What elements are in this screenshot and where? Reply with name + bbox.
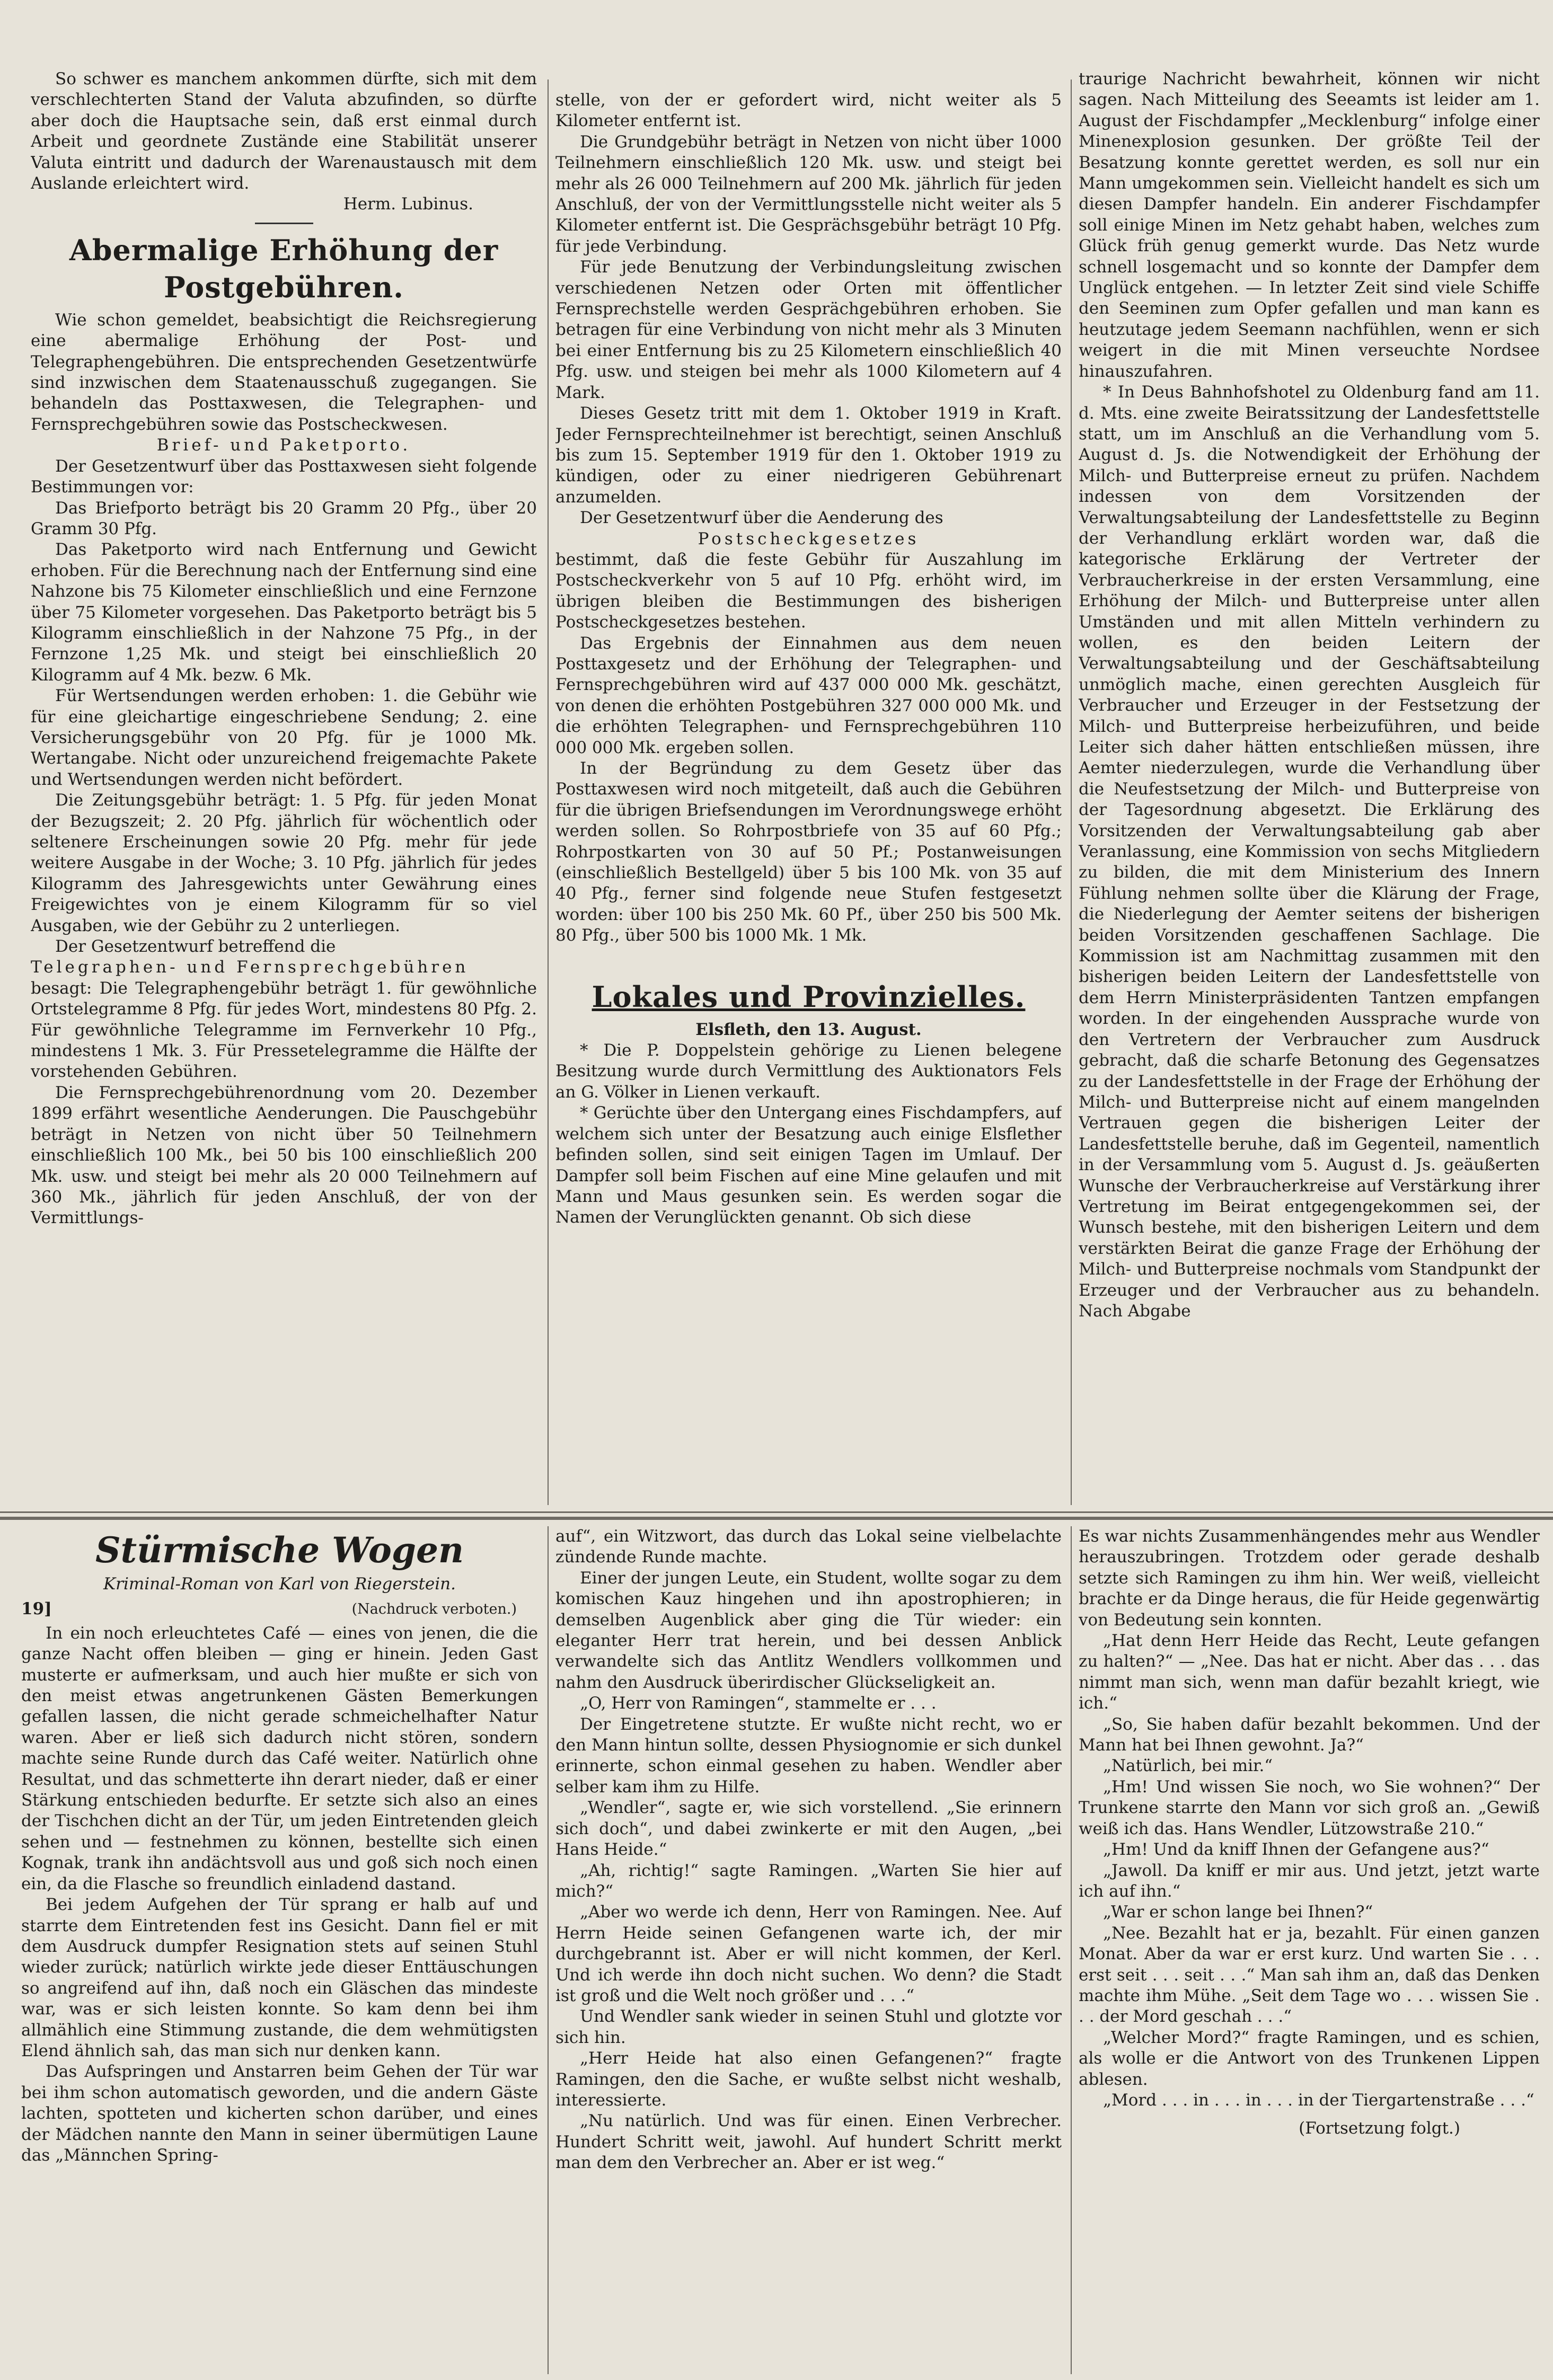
separator <box>255 223 313 224</box>
novel-column-3 <box>1079 1526 1540 2374</box>
novel-paragraph: Und Wendler sank wieder in seinen Stuhl und glotzte vor sich hin. <box>555 2007 1062 2047</box>
column-rule <box>548 1526 549 2374</box>
dateline: Elsfleth, den 13. August. <box>695 1020 922 1039</box>
novel-paragraph: In ein noch erleuchtetes Café — eines von jenen, die die ganze Nacht offen bleiben — ging er hinein. Jeden Gast musterte er aufmerksam, und auch hier mußte er sich von den meist etwas angetrunkenen Gästen Bemerkungen gefallen lassen, die nicht gerade schmeichelhafter Natur waren. Aber er ließ sich dadurch nicht stören, sondern machte seine Runde durch das Café weiter. Natürlich ohne Resultat, und das schmetterte ihn derart nieder, daß er einer Stärkung entschieden bedurfte. Er setzte sich also an eines der Tischchen dicht an der Tür, um jeden Eintretenden gleich sehen und — festnehmen zu können, bestellte sich einen Kognak, trank ihn andächtsvoll aus und goß sich noch einen ein, da die Flasche so freundlich einladend dastand. <box>21 1623 538 1894</box>
article-paragraph: * In Deus Bahnhofshotel zu Oldenburg fand am 11. d. Mts. eine zweite Beiratssitzung der Landesfettstelle statt, um im Anschluß an die Verhandlung vom 5. August d. Js. die Notwendigkeit der Erhöhung der Milch- und Butterpreise erneut zu prüfen. Nachdem indessen von dem Vorsitzenden der Verwaltungsabteilung der Landesfettstelle zu Beginn der Verhandlung erklärt worden war, daß die kategorische Erklärung der Vertreter der Verbraucherkreise in der ersten Versammlung, eine Erhöhung der Milch- und Butterpreise unter allen Umständen und mit allen Mitteln verhindern zu wollen, es den beiden Leitern der Verwaltungsabteilung und der Geschäftsabteilung unmöglich mache, einen gerechten Ausgleich für Verbraucher und Erzeuger in der Festsetzung der Milch- und Butterpreise herbeizuführen, und beide Leiter sich daher hätten entschließen müssen, ihre Aemter niederzulegen, wurde die Verhandlung über die Neufestsetzung der Milch- und Butterpreise von der Tagesordnung abgesetzt. Die Erklärung des Vorsitzenden der Verwaltungsabteilung gab aber Veranlassung, eine Kommission von sechs Mitgliedern zu bilden, die mit dem Ministerium des Innern Fühlung nehmen sollte über die Klärung der Frage, die Niederlegung der Aemter seitens der bisherigen beiden Vorsitzenden geschaffenen Sachlage. Die Kommission ist am Nachmittag zusammen mit den bisherigen beiden Leitern der Landesfettstelle von dem Herrn Ministerpräsidenten Tantzen empfangen worden. In der eingehenden Aussprache wurde von den Vertretern der Verbraucher zum Ausdruck gebracht, daß die scharfe Betonung des Gegensatzes zu der Landesfettstelle in der Frage der Erhöhung der Milch- und Butterpreise nicht auf einem mangelnden Vertrauen gegen die bisherigen Leiter der Landesfettstelle beruhe, daß im Gegenteil, namentlich in der Versammlung vom 5. August d. Js. geäußerten Wunsche der Verbraucherkreise auf Verstärkung ihrer Vertretung im Beirat entgegengekommen sei, der Wunsch bestehe, mit den bisherigen Leitern und dem verstärkten Beirat die ganze Frage der Erhöhung der Milch- und Butterpreise nochmals vom Standpunkt der Erzeuger und der Verbraucher aus zu behandeln. Nach Abgabe <box>1079 383 1540 1321</box>
article-paragraph: Die Grundgebühr beträgt in Netzen von nicht über 1000 Teilnehmern einschließlich 120 Mk. usw. und steigt bei mehr als 26 000 Teilnehmern auf 200 Mk. jährlich für jeden Anschluß, der von der Vermittlungsstelle nicht weiter als 5 Kilometer entfernt ist. Die Gesprächsgebühr beträgt 10 Pfg. für jede Verbindung. <box>555 132 1062 256</box>
article-headline: Abermalige Erhöhung der Postgebühren. <box>69 233 499 304</box>
article-paragraph: Für Wertsendungen werden erhoben: 1. die Gebühr wie für eine gleichartige eingeschriebene Sendung; 2. eine Versicherungsgebühr von 20 Pfg. für je 1000 Mk. Wertangabe. Nicht oder unzureichend freigemachte Pakete und Wertsendungen werden nicht befördert. <box>31 686 537 789</box>
novel-paragraph: „Mord . . . in . . . in . . . in der Tiergartenstraße . . .“ <box>1103 2090 1534 2110</box>
article-column-2 <box>555 90 1062 1505</box>
article-paragraph: stelle, von der er gefordert wird, nicht weiter als 5 Kilometer entfernt ist. <box>555 91 1062 131</box>
article-paragraph: Das Ergebnis der Einnahmen aus dem neuen Posttaxgesetz und der Erhöhung der Telegraphen- und Fernsprechgebühren wird auf 437 000 000 Mk. geschätzt, von denen die erhöhten Postgebühren 327 000 000 Mk. und die erhöhten Telegraphen- und Fernsprechgebühren 110 000 000 Mk. ergeben sollen. <box>555 633 1062 757</box>
novel-paragraph: „Herr Heide hat also einen Gefangenen?“ fragte Ramingen, den die Sache, er wußte selbst nicht weshalb, interessierte. <box>555 2049 1062 2110</box>
article-paragraph: * Die P. Doppelstein gehörige zu Lienen belegene Besitzung wurde durch Vermittlung des Auktionators Fels an G. Völker in Lienen verkauft. <box>555 1041 1062 1102</box>
article-paragraph: So schwer es manchem ankommen dürfte, sich mit dem verschlechterten Stand der Valuta abzufinden, so dürfte aber doch die Hauptsache sein, daß erst einmal durch Arbeit und geordnete Zustände eine Stabilität unserer Valuta eintritt und dadurch der Warenaustausch mit dem Auslande erleichtert wird. <box>31 69 537 193</box>
novel-paragraph: Einer der jungen Leute, ein Student, wollte sogar zu dem komischen Kauz hingehen und ihn apostrophieren; in demselben Augenblick aber ging die Tür wieder: ein eleganter Herr trat herein, und bei dessen Anblick verwandelte sich das Antlitz Wendlers vollkommen und nahm den Ausdruck überirdischer Glückseligkeit an. <box>555 1568 1062 1692</box>
article-paragraph: Wie schon gemeldet, beabsichtigt die Reichsregierung eine abermalige Erhöhung der Post- und Telegraphengebühren. Die entsprechenden Gesetzentwürfe sind inzwischen dem Staatenausschuß zugegangen. Sie behandeln das Posttaxwesen, die Telegraphen- und Fernsprechgebühren sowie das Postscheckwesen. <box>31 310 537 434</box>
novel-paragraph: „Nu natürlich. Und was für einen. Einen Verbrecher. Hundert Schritt weit, jawohl. Auf hundert Schritt merkt man dem den Verbrecher an. Aber er ist weg.“ <box>555 2111 1062 2173</box>
section-divider <box>0 1511 1553 1513</box>
article-paragraph: Die Zeitungsgebühr beträgt: 1. 5 Pfg. für jeden Monat der Bezugszeit; 2. 20 Pfg. jährlich für wöchentlich oder seltenere Erscheinungen sowie 20 Pfg. mehr für jede weitere Ausgabe in der Woche; 3. 10 Pfg. jährlich für jedes Kilogramm des Jahresgewichts unter Gewährung eines Freigewichtes von je einem Kilogramm für so viel Ausgaben, wie der Gebühr zu 2 unterliegen. <box>31 791 537 935</box>
column-rule <box>548 79 549 1505</box>
novel-title: Stürmische Wogen <box>95 1529 464 1571</box>
novel-paragraph: „Natürlich, bei mir.“ <box>1103 1756 1273 1776</box>
article-paragraph: Das Briefporto beträgt bis 20 Gramm 20 Pfg., über 20 Gramm 30 Pfg. <box>31 498 537 538</box>
article-paragraph: Für jede Benutzung der Verbindungsleitung zwischen verschiedenen Netzen oder Orten mit öffentlicher Fernsprechstelle werden Gesprächgebühren erhoben. Sie betragen für eine Verbindung von nicht mehr als 3 Minuten bei einer Entfernung bis zu 25 Kilometern einschließlich 40 Pfg. usw. und steigen bei mehr als 1000 Kilometern auf 4 Mark. <box>555 258 1062 402</box>
novel-paragraph: „Welcher Mord?“ fragte Ramingen, und es schien, als wolle er die Antwort von des Trunkenen Lippen ablesen. <box>1079 2028 1540 2089</box>
novel-paragraph: „Wendler“, sagte er, wie sich vorstellend. „Sie erinnern sich doch“, und dabei zwinkerte er mit den Augen, „bei Hans Heide.“ <box>555 1798 1062 1860</box>
novel-paragraph: Es war nichts Zusammenhängendes mehr aus Wendler herauszubringen. Trotzdem oder gerade deshalb setzte sich Ramingen zu ihm hin. Wer weiß, vielleicht brachte er da Dinge heraus, die für Heide gegenwärtig von Bedeutung sein konnten. <box>1079 1527 1540 1630</box>
novel-paragraph: „Aber wo werde ich denn, Herr von Ramingen. Nee. Auf Herrn Heide seinen Gefangenen warte ich, der mir durchgebrannt ist. Aber er will nicht kommen, der Kerl. Und ich werde ihn doch nicht suchen. Wo denn? die Stadt ist groß und die Welt noch größer und . . .“ <box>555 1903 1062 2005</box>
continuation-note: (Fortsetzung folgt.) <box>1299 2119 1460 2138</box>
section-subheading: Brief- und Paketporto. <box>156 436 411 455</box>
novel-paragraph: „Hat denn Herr Heide das Recht, Leute gefangen zu halten?“ — „Nee. Das hat er nicht. Aber das . . . das nimmt man sich, wenn man dafür bezahlt kriegt, wie ich.“ <box>1079 1631 1540 1713</box>
article-paragraph: Der Gesetzentwurf über die Aenderung des <box>580 508 943 528</box>
article-paragraph: Das Paketporto wird nach Entfernung und Gewicht erhoben. Für die Berechnung nach der Entfernung sind eine Nahzone bis 75 Kilometer einschließlich und eine Fernzone über 75 Kilometer vorgesehen. Das Paketporto beträgt bis 5 Kilogramm einschließlich in der Nahzone 75 Pfg., in der Fernzone 1,25 Mk. und steigt bei einschließlich 20 Kilogramm auf 4 Mk. bezw. 6 Mk. <box>31 540 537 685</box>
article-paragraph: In der Begründung zu dem Gesetz über das Posttaxwesen wird noch mitgeteilt, daß auch die Gebühren für die übrigen Briefsendungen im Verordnungswege erhöht werden sollen. So Rohrpostbriefe von 35 auf 60 Pfg.; Rohrpostkarten von 30 auf 50 Pf.; Postanweisungen (einschließlich Bestellgeld) über 5 bis 100 Mk. von 35 auf 40 Pfg., ferner sind folgende neue Stufen festgesetzt worden: über 100 bis 250 Mk. 60 Pf., über 250 bis 500 Mk. 80 Pfg., über 500 bis 1000 Mk. 1 Mk. <box>555 759 1062 945</box>
novel-paragraph: „Hm! Und da kniff Ihnen der Gefangene aus?“ <box>1103 1840 1489 1860</box>
novel-paragraph: „Ah, richtig!“ sagte Ramingen. „Warten Sie hier auf mich?“ <box>555 1861 1062 1901</box>
article-column-3 <box>1079 69 1540 1505</box>
section-headline: Lokales und Provinzielles. <box>592 979 1026 1014</box>
novel-paragraph: „War er schon lange bei Ihnen?“ <box>1103 1903 1373 1922</box>
installment-number: 19] <box>21 1599 52 1619</box>
novel-paragraph: „Nee. Bezahlt hat er ja, bezahlt. Für einen ganzen Monat. Aber da war er erst kurz. Und warten Sie . . . erst seit . . . seit . . .“ Man sah ihm an, daß das Denken machte ihm Mühe. „Seit dem Tage wo . . . wissen Sie . . . der Mord geschah . . .“ <box>1079 1923 1540 2027</box>
section-subheading: Postscheckgesetzes <box>698 529 920 548</box>
novel-subtitle: Kriminal-Roman von Karl von Riegerstein. <box>103 1574 456 1594</box>
novel-paragraph: „O, Herr von Ramingen“, stammelte er . . . <box>580 1694 937 1713</box>
novel-column-1 <box>21 1526 538 2374</box>
article-column-1 <box>31 69 537 1505</box>
article-paragraph: besagt: Die Telegraphengebühr beträgt 1. für gewöhnliche Ortstelegramme 8 Pfg. für jedes Wort, mindestens 80 Pfg. 2. Für gewöhnliche Telegramme im Fernverkehr 10 Pfg., mindestens 1 Mk. 3. Für Pressetelegramme die Hälfte der vorstehenden Gebühren. <box>31 978 537 1082</box>
novel-paragraph: Bei jedem Aufgehen der Tür sprang er halb auf und starrte dem Eintretenden fest ins Gesicht. Dann fiel er mit dem Ausdruck dumpfer Resignation stets auf seinen Stuhl wieder zurück; natürlich wirkte jede dieser Enttäuschungen so angreifend auf ihn, daß noch ein Gläschen das mindeste war, was er sich leisten konnte. So kam denn bei ihm allmählich eine Stimmung zustande, die dem wehmütigsten Elend ähnlich sah, das man sich nur denken kann. <box>21 1895 538 2060</box>
article-paragraph: * Gerüchte über den Untergang eines Fischdampfers, auf welchem sich unter der Besatzung auch einige Elsflether befinden sollen, sind seit einigen Tagen im Umlauf. Der Dampfer soll beim Fischen auf eine Mine gelaufen und mit Mann und Maus gesunken sein. Es werden sogar die Namen der Verunglückten genannt. Ob sich diese <box>555 1103 1062 1227</box>
section-divider <box>0 1517 1553 1520</box>
novel-column-2 <box>555 1526 1062 2374</box>
novel-header-row <box>21 1599 538 1620</box>
column-rule <box>1071 1526 1072 2374</box>
article-paragraph: bestimmt, daß die feste Gebühr für Auszahlung im Postscheckverkehr von 5 auf 10 Pfg. erhöht wird, im übrigen bleiben die Bestimmungen des bisherigen Postscheckgesetzes bestehen. <box>555 550 1062 632</box>
novel-paragraph: Der Eingetretene stutzte. Er wußte nicht recht, wo er den Mann hintun sollte, dessen Physiognomie er sich dunkel erinnerte, schon einmal gesehen zu haben. Wendler aber selber kam ihm zu Hilfe. <box>555 1714 1062 1797</box>
novel-paragraph: „Jawoll. Da kniff er mir aus. Und jetzt, jetzt warte ich auf ihn.“ <box>1079 1861 1540 1901</box>
novel-paragraph: „Hm! Und wissen Sie noch, wo Sie wohnen?“ Der Trunkene starrte den Mann vor sich groß an. „Gewiß weiß ich das. Hans Wendler, Lützowstraße 210.“ <box>1079 1777 1540 1838</box>
article-paragraph: Dieses Gesetz tritt mit dem 1. Oktober 1919 in Kraft. Jeder Fernsprechteilnehmer ist berechtigt, seinen Anschluß bis zum 15. September 1919 für den 1. Oktober 1919 zu kündigen, oder zu einer niedrigeren Gebührenart anzumelden. <box>555 404 1062 507</box>
author-signature: Herm. Lubinus. <box>343 194 473 214</box>
article-paragraph: Der Gesetzentwurf über das Posttaxwesen sieht folgende Bestimmungen vor: <box>31 456 537 497</box>
novel-paragraph: Das Aufspringen und Anstarren beim Gehen der Tür war bei ihm schon automatisch geworden, und die andern Gäste lachten, spotteten und kicherten schon darüber, und eines der Mädchen nannte den Mann in seiner übermütigen Laune das „Männchen Spring- <box>21 2062 538 2165</box>
novel-paragraph: auf“, ein Witzwort, das durch das Lokal seine vielbelachte zündende Runde machte. <box>555 1527 1062 1567</box>
article-paragraph: Der Gesetzentwurf betreffend die <box>55 937 336 957</box>
column-rule <box>1071 79 1072 1505</box>
article-paragraph: traurige Nachricht bewahrheit, können wir nicht sagen. Nach Mitteilung des Seeamts ist leider am 1. August der Fischdampfer „Mecklenburg“ infolge einer Minenexplosion gesunken. Der größte Teil der Besatzung konnte gerettet werden, es soll nur ein Mann umgekommen sein. Vielleicht handelt es sich um diesen Dampfer handeln. Ein anderer Fischdampfer soll einige Minen im Netz gehabt haben, welches zum Glück früh genug gemerkt wurde. Das Netz wurde schnell losgemacht und so konnte der Dampfer dem Unglück entgehen. — In letzter Zeit sind viele Schiffe den Seeminen zum Opfer gefallen und man kann es heutzutage jedem Seemann nachfühlen, wenn er sich weigert in die mit Minen verseuchte Nordsee hinauszufahren. <box>1079 69 1540 381</box>
section-subheading: Telegraphen- und Fernsprechgebühren <box>31 958 469 977</box>
reprint-notice: (Nachdruck verboten.) <box>351 1601 517 1618</box>
article-paragraph: Die Fernsprechgebührenordnung vom 20. Dezember 1899 erfährt wesentliche Aenderungen. Die Pauschgebühr beträgt in Netzen von nicht über 50 Teilnehmern einschließlich 100 Mk., bei 50 bis 100 einschließlich 200 Mk. usw. und steigt bei mehr als 20 000 Teilnehmern auf 360 Mk., jährlich für jeden Anschluß, der von der Vermittlungs- <box>31 1083 537 1228</box>
novel-paragraph: „So, Sie haben dafür bezahlt bekommen. Und der Mann hat bei Ihnen gewohnt. Ja?“ <box>1079 1714 1540 1755</box>
